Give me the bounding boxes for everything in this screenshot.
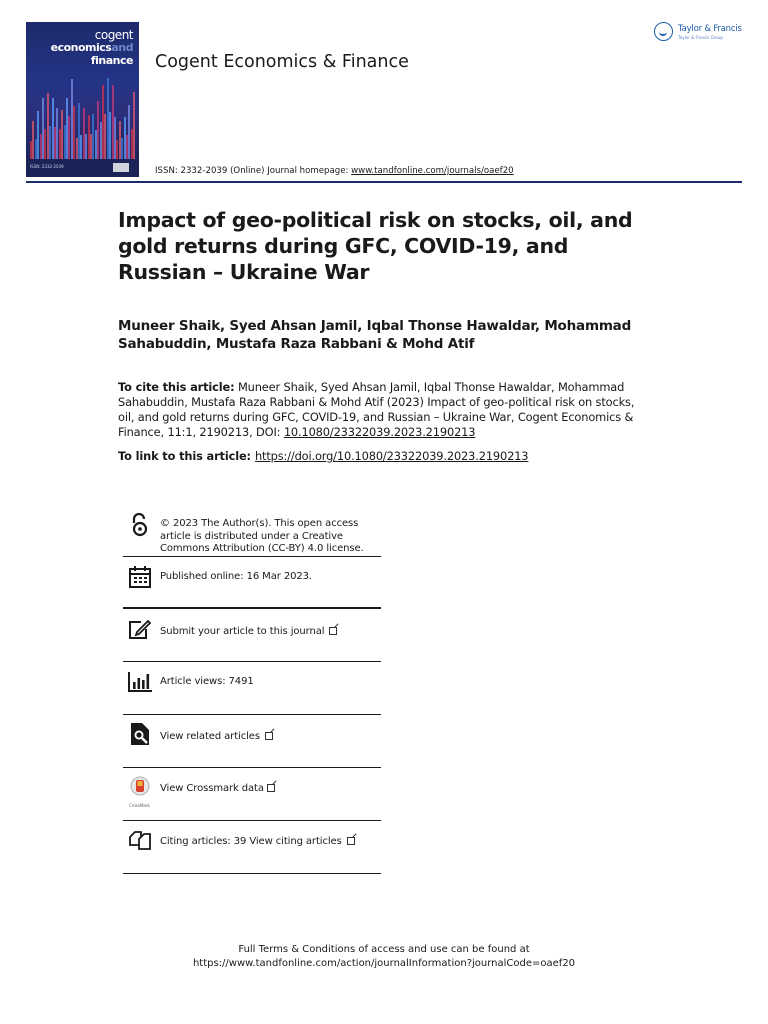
link-label: To link to this article:: [118, 449, 251, 463]
cover-word-cogent: cogent: [94, 28, 133, 42]
routledge-logo: [113, 163, 129, 172]
divider: [123, 873, 381, 874]
issn-line: [155, 166, 514, 176]
crossmark-icon: [127, 775, 153, 801]
cover-bar: [133, 92, 135, 159]
external-link-icon: [267, 784, 275, 792]
taylor-francis-logo-icon: [654, 22, 673, 41]
license-row[interactable]: [123, 510, 381, 556]
edit-icon: [127, 617, 153, 643]
issn-text: ISSN: 2332-2039 (Online) Journal homepage:: [155, 166, 352, 176]
divider: [123, 820, 381, 821]
divider: [123, 767, 381, 768]
journal-homepage-link[interactable]: www.tandfonline.com/journals/oaef20: [351, 166, 514, 176]
cover-footer-strip: [26, 159, 139, 177]
calendar-icon: [127, 564, 153, 590]
cover-issn: ISSN: 2332-2039: [30, 164, 64, 169]
terms-footer: [0, 943, 768, 971]
article-link-line: [118, 449, 528, 463]
submit-row[interactable]: [123, 615, 381, 661]
external-link-icon: [347, 837, 355, 845]
journal-title: Cogent Economics & Finance: [155, 52, 409, 72]
submit-text[interactable]: Submit your article to this journal: [160, 626, 337, 639]
views-text: Article views: 7491: [160, 676, 254, 687]
cover-chart-graphic: [26, 64, 139, 159]
terms-url[interactable]: https://www.tandfonline.com/action/journalInformation?journalCode=oaef20: [192, 958, 576, 969]
external-link-icon: [329, 627, 337, 635]
cover-word-finance: finance: [90, 54, 133, 67]
article-authors: Muneer Shaik, Syed Ahsan Jamil, Iqbal Thonse Hawaldar, Mohammad Sahabuddin, Mustafa Raza Rabbani & Mohd Atif: [118, 318, 632, 352]
related-text[interactable]: View related articles: [160, 731, 273, 744]
publisher-logo[interactable]: [654, 22, 754, 50]
views-row: [123, 667, 381, 713]
citing-text[interactable]: Citing articles: 39 View citing articles: [160, 836, 355, 849]
citing-icon: [127, 828, 153, 854]
license-text: © 2023 The Author(s). This open access article is distributed under a Creative Commons Attribution (CC-BY) 4.0 license.: [160, 518, 364, 554]
terms-line-1: Full Terms & Conditions of access and use can be found at: [238, 944, 530, 955]
crossmark-row[interactable]: [123, 773, 381, 819]
citation-block: [118, 380, 643, 440]
crossmark-logo-text: CrossMark: [129, 803, 150, 808]
divider: [123, 556, 381, 557]
divider: [123, 607, 381, 609]
cite-doi-link[interactable]: 10.1080/23322039.2023.2190213: [283, 425, 476, 439]
publisher-name: Taylor & Francis: [678, 24, 742, 34]
divider: [123, 661, 381, 662]
cite-text: Muneer Shaik, Syed Ahsan Jamil, Iqbal Thonse Hawaldar, Mohammad Sahabuddin, Mustafa Raza Rabbani & Mohd Atif (2023) Impact of geo-political risk on stocks, oil, and gold returns during GFC, COVID-19, and Russian – Ukraine War, Cogent Economics & Finance, 11:1, 2190213, DOI:: [118, 380, 635, 439]
external-link-icon: [265, 732, 273, 740]
cover-word-economics: economicsand: [50, 41, 133, 54]
publisher-sub: Taylor & Francis Group: [678, 35, 723, 40]
magnifier-doc-icon: [127, 721, 153, 747]
divider: [123, 714, 381, 715]
article-doi-link[interactable]: https://doi.org/10.1080/23322039.2023.2190213: [254, 449, 529, 463]
article-title: Impact of geo-political risk on stocks, oil, and gold returns during GFC, COVID-19, and Russian – Ukraine War: [118, 208, 633, 284]
published-row: [123, 562, 381, 608]
open-access-icon: [127, 512, 153, 538]
cite-label: To cite this article:: [118, 380, 235, 394]
journal-cover-image: [26, 22, 139, 177]
header-divider: [26, 181, 742, 183]
citing-row[interactable]: [123, 826, 381, 872]
published-text: Published online: 16 Mar 2023.: [160, 571, 312, 582]
crossmark-text[interactable]: View Crossmark data: [160, 783, 275, 796]
bar-chart-icon: [127, 668, 153, 694]
related-row[interactable]: [123, 720, 381, 766]
